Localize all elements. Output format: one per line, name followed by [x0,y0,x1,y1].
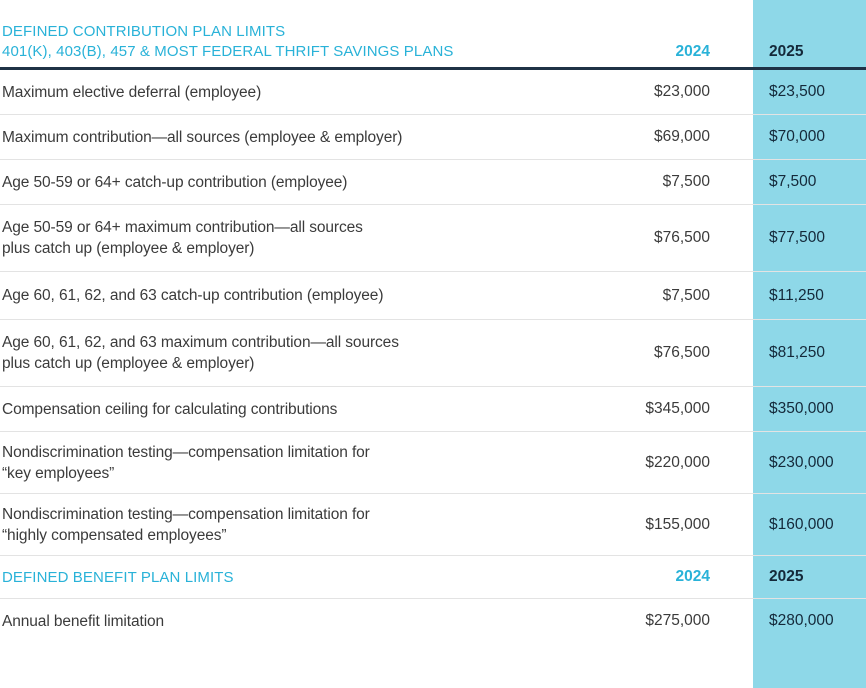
row-label [0,127,600,148]
table-row [0,70,866,115]
row-label [0,82,600,103]
row-value-2025: $7,500 [769,173,817,190]
row-label-line-1: Age 60, 61, 62, and 63 catch-up contribution (employee) [2,287,384,304]
table-row [0,320,866,387]
row-value-2024: $155,000 [645,515,710,533]
column-header-2024: 2024 [675,43,710,60]
row-label-line-1: Age 50-59 or 64+ catch-up contribution (employee) [2,173,348,191]
table-header-row [0,0,866,70]
row-label-line-1: Age 60, 61, 62, and 63 maximum contribution—all sources [2,334,399,351]
row-label-line-2: plus catch up (employee & employer) [2,240,255,257]
column-header-2025: 2025 [769,43,804,60]
row-value-2024: $275,000 [645,612,710,629]
row-label-line-1: Maximum elective deferral (employee) [2,83,262,101]
row-value-2024: $69,000 [653,128,710,145]
table-title-line-1: DEFINED CONTRIBUTION PLAN LIMITS [2,23,286,40]
row-value-2025: $230,000 [769,453,834,471]
row-value-2025: $81,250 [769,344,826,361]
row-label [0,172,600,193]
row-label-line-1: Nondiscrimination testing—compensation limitation for [2,505,370,523]
row-label-line-1: Compensation ceiling for calculating contributions [2,400,338,418]
row-value-2025: $350,000 [769,400,834,417]
row-value-2024: $76,500 [653,229,710,246]
table-row [0,272,866,320]
row-value-2025: $77,500 [769,229,826,246]
table-title-line-2: 401(K), 403(B), 457 & MOST FEDERAL THRIFT SAVINGS PLANS [2,42,454,60]
row-value-2025: $11,250 [769,286,824,304]
section-title: DEFINED BENEFIT PLAN LIMITS [2,568,234,586]
row-label [0,332,600,374]
row-value-2024: $7,500 [662,173,710,190]
section-column-header-2024: 2024 [675,568,710,585]
row-value-2024: $345,000 [645,400,710,417]
row-value-2025: $70,000 [769,128,826,145]
section-header-defined-benefit [0,556,866,599]
row-value-2025: $23,500 [769,83,826,100]
row-label [0,442,600,484]
row-label-line-2: plus catch up (employee & employer) [2,355,255,372]
table-row [0,115,866,160]
row-label [0,504,600,546]
row-label-line-2: “key employees” [2,464,115,482]
row-label [0,611,600,632]
row-label-line-1: Annual benefit limitation [2,612,165,630]
table-row [0,387,866,432]
row-value-2024: $220,000 [645,453,710,471]
row-value-2024: $76,500 [653,344,710,361]
table-row [0,494,866,556]
row-label-line-1: Age 50-59 or 64+ maximum contribution—all sources [2,219,363,236]
row-value-2025: $160,000 [769,515,834,533]
row-label-line-2: “highly compensated employees” [2,526,227,544]
table-row [0,160,866,205]
row-label [0,217,600,259]
row-value-2024: $23,000 [653,83,710,100]
row-label [0,285,600,306]
row-value-2024: $7,500 [662,286,710,304]
row-value-2025: $280,000 [769,612,834,629]
table-title [0,22,600,61]
section-column-header-2025: 2025 [769,568,804,585]
table-row [0,205,866,272]
table-row [0,599,866,643]
table-row [0,432,866,494]
row-label-line-1: Nondiscrimination testing—compensation limitation for [2,443,370,461]
row-label [0,399,600,420]
row-label-line-1: Maximum contribution—all sources (employee & employer) [2,128,403,146]
